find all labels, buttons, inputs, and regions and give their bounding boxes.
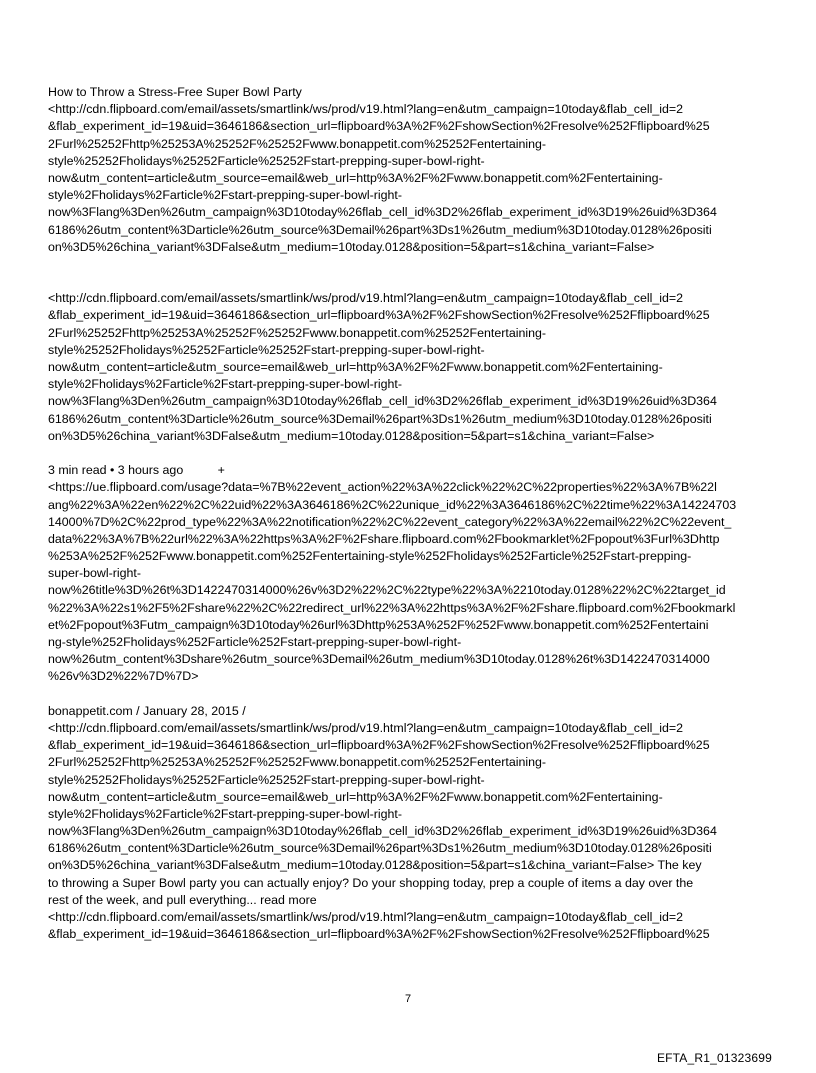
summary-text: to throwing a Super Bowl party you can actually enjoy? Do your shopping today, prep a couple of items a day over the <box>48 875 694 890</box>
link-line[interactable]: style%2Fholidays%2Farticle%2Fstart-prepping-super-bowl-right- <box>48 806 402 821</box>
link-line[interactable]: et%2Fpopout%3Futm_campaign%3D10today%26url%3Dhttp%253A%252F%252Fwww.bonappetit.com%252Fentertaini <box>48 617 709 632</box>
link-line[interactable]: &flab_experiment_id=19&uid=3646186&section_url=flipboard%3A%2F%2FshowSection%2Fresolve%252Fflipboard%25 <box>48 927 710 942</box>
page-number: 7 <box>404 993 412 1005</box>
link-line[interactable]: &flab_experiment_id=19&uid=3646186&section_url=flipboard%3A%2F%2FshowSection%2Fresolve%252Fflipboard%25 <box>48 738 710 753</box>
link-line[interactable]: style%25252Fholidays%25252Farticle%25252Fstart-prepping-super-bowl-right- <box>48 153 485 168</box>
source-block <box>48 703 760 944</box>
link-line[interactable]: on%3D5%26china_variant%3DFalse&utm_medium=10today.0128&position=5&part=s1&china_variant=False> The key <box>48 858 702 873</box>
link-line[interactable]: <http://cdn.flipboard.com/email/assets/smartlink/ws/prod/v19.html?lang=en&utm_campaign=10today&flab_cell_id=2 <box>48 291 684 306</box>
link-line[interactable]: on%3D5%26china_variant%3DFalse&utm_medium=10today.0128&position=5&part=s1&china_variant=False> <box>48 239 655 254</box>
link-line[interactable]: %253A%252F%252Fwww.bonappetit.com%252Fentertaining-style%252Fholidays%252Farticle%252Fstart-prepping- <box>48 549 692 564</box>
spacer <box>48 256 760 290</box>
summary-text[interactable]: rest of the week, and pull everything... read more <box>48 892 317 907</box>
link-line[interactable]: %26v%3D2%22%7D%7D> <box>48 669 199 684</box>
link-line[interactable]: now&utm_content=article&utm_source=email&web_url=http%3A%2F%2Fwww.bonappetit.com%2Fentertaining- <box>48 170 663 185</box>
link-line[interactable]: %22%3A%22s1%2F5%2Fshare%22%2C%22redirect_url%22%3A%22https%3A%2F%2Fshare.flipboard.com%2Fbookmarkl <box>48 600 736 615</box>
document-id: EFTA_R1_01323699 <box>656 1051 772 1065</box>
link-line[interactable]: super-bowl-right- <box>48 566 141 581</box>
link-line[interactable]: now%3Flang%3Den%26utm_campaign%3D10today%26flab_cell_id%3D2%26flab_experiment_id%3D19%26uid%3D364 <box>48 824 717 839</box>
link-line[interactable]: 6186%26utm_content%3Darticle%26utm_source%3Demail%26part%3Ds1%26utm_medium%3D10today.0128%26positi <box>48 222 712 237</box>
link-line[interactable]: data%22%3A%7B%22url%22%3A%22https%3A%2F%2Fshare.flipboard.com%2Fbookmarklet%2Fpopout%3Furl%3Dhttp <box>48 531 720 546</box>
source-date: bonappetit.com / January 28, 2015 / <box>48 703 246 718</box>
article-title: How to Throw a Stress-Free Super Bowl Party <box>48 85 302 99</box>
link-line[interactable]: 14000%7D%2C%22prod_type%22%3A%22notification%22%2C%22event_category%22%3A%22email%22%2C%22event_ <box>48 514 732 529</box>
link-line[interactable]: now%3Flang%3Den%26utm_campaign%3D10today%26flab_cell_id%3D2%26flab_experiment_id%3D19%26uid%3D364 <box>48 394 717 409</box>
link-line[interactable]: 2Furl%25252Fhttp%25253A%25252F%25252Fwww.bonappetit.com%25252Fentertaining- <box>48 136 547 151</box>
spacer <box>48 686 760 703</box>
share-usage-block <box>48 462 760 685</box>
link-line[interactable]: 6186%26utm_content%3Darticle%26utm_source%3Demail%26part%3Ds1%26utm_medium%3D10today.0128%26positi <box>48 841 712 856</box>
link-line[interactable]: style%2Fholidays%2Farticle%2Fstart-prepping-super-bowl-right- <box>48 188 402 203</box>
link-line[interactable]: 2Furl%25252Fhttp%25253A%25252F%25252Fwww.bonappetit.com%25252Fentertaining- <box>48 755 547 770</box>
link-line[interactable]: now&utm_content=article&utm_source=email&web_url=http%3A%2F%2Fwww.bonappetit.com%2Fentertaining- <box>48 360 663 375</box>
link-line[interactable]: now%3Flang%3Den%26utm_campaign%3D10today%26flab_cell_id%3D2%26flab_experiment_id%3D19%26uid%3D364 <box>48 205 717 220</box>
link-line[interactable]: style%25252Fholidays%25252Farticle%25252Fstart-prepping-super-bowl-right- <box>48 342 485 357</box>
link-line[interactable]: 2Furl%25252Fhttp%25253A%25252F%25252Fwww.bonappetit.com%25252Fentertaining- <box>48 325 547 340</box>
link-line[interactable]: ng-style%252Fholidays%252Farticle%252Fstart-prepping-super-bowl-right- <box>48 635 462 650</box>
link-line[interactable]: <http://cdn.flipboard.com/email/assets/smartlink/ws/prod/v19.html?lang=en&utm_campaign=10today&flab_cell_id=2 <box>48 910 684 925</box>
link-line[interactable]: 6186%26utm_content%3Darticle%26utm_source%3Demail%26part%3Ds1%26utm_medium%3D10today.0128%26positi <box>48 411 712 426</box>
link-line[interactable]: <https://ue.flipboard.com/usage?data=%7B%22event_action%22%3A%22click%22%2C%22properties%22%3A%7B%22l <box>48 480 717 495</box>
link-line[interactable]: <http://cdn.flipboard.com/email/assets/smartlink/ws/prod/v19.html?lang=en&utm_campaign=10today&flab_cell_id=2 <box>48 720 684 735</box>
link-line[interactable]: on%3D5%26china_variant%3DFalse&utm_medium=10today.0128&position=5&part=s1&china_variant=False> <box>48 428 655 443</box>
link-line[interactable]: ang%22%3A%22en%22%2C%22uid%22%3A3646186%2C%22unique_id%22%3A3646186%2C%22time%22%3A14224703 <box>48 497 737 512</box>
link-line[interactable]: &flab_experiment_id=19&uid=3646186&section_url=flipboard%3A%2F%2FshowSection%2Fresolve%252Fflipboard%25 <box>48 119 710 134</box>
read-time-meta: 3 min read • 3 hours ago + <box>48 463 225 478</box>
link-line[interactable]: now%26title%3D%26t%3D1422470314000%26v%3D2%22%2C%22type%22%3A%2210today.0128%22%2C%22target_id <box>48 583 726 598</box>
link-block-1 <box>48 101 760 256</box>
link-line[interactable]: &flab_experiment_id=19&uid=3646186&section_url=flipboard%3A%2F%2FshowSection%2Fresolve%252Fflipboard%25 <box>48 308 710 323</box>
link-line[interactable]: <http://cdn.flipboard.com/email/assets/smartlink/ws/prod/v19.html?lang=en&utm_campaign=10today&flab_cell_id=2 <box>48 102 684 117</box>
document-body <box>48 84 760 943</box>
link-line[interactable]: style%25252Fholidays%25252Farticle%25252Fstart-prepping-super-bowl-right- <box>48 772 485 787</box>
link-block-2 <box>48 290 760 445</box>
link-line[interactable]: now%26utm_content%3Dshare%26utm_source%3Demail%26utm_medium%3D10today.0128%26t%3D1422470314000 <box>48 652 710 667</box>
link-line[interactable]: style%2Fholidays%2Farticle%2Fstart-prepping-super-bowl-right- <box>48 377 402 392</box>
spacer <box>48 445 760 462</box>
link-line[interactable]: now&utm_content=article&utm_source=email&web_url=http%3A%2F%2Fwww.bonappetit.com%2Fentertaining- <box>48 789 663 804</box>
